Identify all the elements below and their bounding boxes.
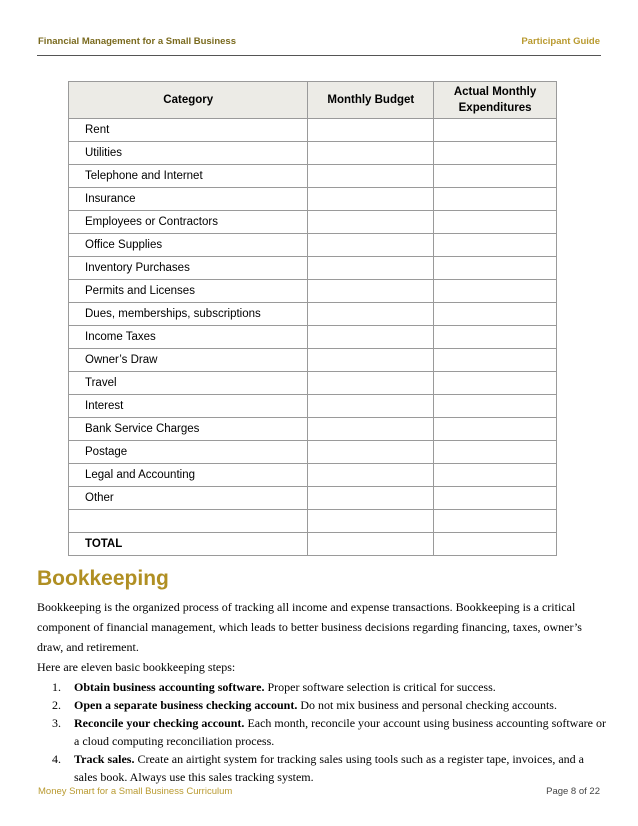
step-number: 2. [52,698,61,712]
steps-lead: Here are eleven basic bookkeeping steps: [37,660,236,674]
actual-cell [434,533,557,556]
table-row [69,119,557,142]
table-row [69,165,557,188]
step-item [52,678,607,696]
step-description: Create an airtight system for tracking sales using tools such as a register tape, invoices, and a sales book. Always use this sales tracking system. [74,752,584,784]
actual-cell [434,188,557,211]
steps-list [52,678,607,786]
actual-cell [434,211,557,234]
budget-cell [308,188,434,211]
step-heading: Reconcile your checking account. [74,716,245,730]
table-row [69,372,557,395]
table-row [69,188,557,211]
budget-cell [308,418,434,441]
budget-cell [308,487,434,510]
budget-cell [308,257,434,280]
budget-cell [308,464,434,487]
step-text [74,714,607,750]
header-monthly-budget: Monthly Budget [308,82,434,119]
step-heading: Obtain business accounting software. [74,680,265,694]
budget-cell [308,234,434,257]
actual-cell [434,510,557,533]
category-cell: Owner’s Draw [69,349,308,372]
header-category: Category [69,82,308,119]
actual-cell [434,372,557,395]
actual-cell [434,142,557,165]
budget-cell [308,349,434,372]
step-item [52,714,607,750]
budget-cell [308,533,434,556]
budget-cell [308,372,434,395]
budget-cell [308,211,434,234]
budget-cell [308,510,434,533]
table-row [69,464,557,487]
category-cell: Postage [69,441,308,464]
actual-cell [434,395,557,418]
actual-cell [434,165,557,188]
budget-table [68,81,557,556]
table-row [69,395,557,418]
category-cell: Utilities [69,142,308,165]
table-row [69,510,557,533]
category-cell [69,510,308,533]
header-document-title: Financial Management for a Small Business [38,36,236,47]
step-text [74,696,607,714]
table-row [69,257,557,280]
actual-cell [434,441,557,464]
table-row [69,441,557,464]
table-row [69,418,557,441]
category-cell: Telephone and Internet [69,165,308,188]
category-cell: Office Supplies [69,234,308,257]
category-cell: Permits and Licenses [69,280,308,303]
category-cell: Legal and Accounting [69,464,308,487]
footer-page-number: Page 8 of 22 [546,786,600,797]
header-guide-label: Participant Guide [521,36,600,47]
actual-cell [434,119,557,142]
table-header-row [69,82,557,119]
step-heading: Track sales. [74,752,135,766]
step-item [52,750,607,786]
actual-cell [434,257,557,280]
budget-cell [308,395,434,418]
budget-cell [308,441,434,464]
category-cell: Rent [69,119,308,142]
category-cell: TOTAL [69,533,308,556]
category-cell: Interest [69,395,308,418]
table-row [69,211,557,234]
table-row [69,280,557,303]
actual-cell [434,326,557,349]
step-description: Each month, reconcile your account using business accounting software or a cloud computing reconciliation process. [74,716,606,748]
step-number: 3. [52,716,61,730]
budget-cell [308,326,434,349]
header-actual-expenditures: Actual Monthly Expenditures [434,82,557,119]
actual-cell [434,464,557,487]
actual-cell [434,349,557,372]
budget-cell [308,119,434,142]
actual-cell [434,280,557,303]
step-description: Proper software selection is critical for success. [264,680,496,694]
actual-cell [434,418,557,441]
table-row [69,303,557,326]
table-row [69,487,557,510]
table-row [69,326,557,349]
intro-paragraph: Bookkeeping is the organized process of tracking all income and expense transactions. Bookkeeping is a critical component of financial management, which leads to better business decisions regarding financing, taxes, owner’s draw, and retirement. [37,600,582,654]
category-cell: Employees or Contractors [69,211,308,234]
table-row [69,349,557,372]
actual-cell [434,234,557,257]
footer-curriculum: Money Smart for a Small Business Curriculum [38,786,233,797]
budget-cell [308,165,434,188]
category-cell: Travel [69,372,308,395]
step-number: 4. [52,752,61,766]
table-row [69,234,557,257]
header-divider [37,55,601,56]
step-text [74,750,607,786]
step-heading: Open a separate business checking account. [74,698,298,712]
step-number: 1. [52,680,61,694]
table-row [69,533,557,556]
section-title: Bookkeeping [37,567,169,590]
step-description: Do not mix business and personal checking accounts. [297,698,557,712]
step-text [74,678,607,696]
category-cell: Dues, memberships, subscriptions [69,303,308,326]
step-item [52,696,607,714]
budget-cell [308,280,434,303]
budget-cell [308,303,434,326]
category-cell: Inventory Purchases [69,257,308,280]
category-cell: Insurance [69,188,308,211]
category-cell: Bank Service Charges [69,418,308,441]
actual-cell [434,487,557,510]
budget-cell [308,142,434,165]
table-row [69,142,557,165]
actual-cell [434,303,557,326]
category-cell: Other [69,487,308,510]
category-cell: Income Taxes [69,326,308,349]
